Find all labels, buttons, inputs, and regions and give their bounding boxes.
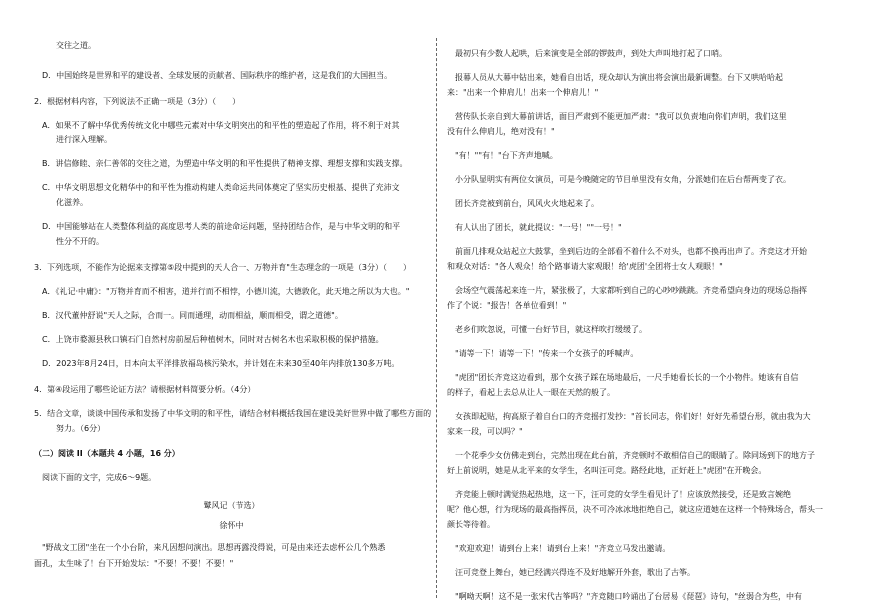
passage-line: "请等一下！请等一下！"传来一个女孩子的呼喊声。	[455, 349, 639, 358]
question-3: 3．下列选项，不能作为论据来支撑第⑤段中提到的天人合一、万物并育"生态理念的一项是（3分）（ ）	[34, 263, 412, 272]
passage-line: "啊呦天啊！这不是一张宋代古筝吗？"齐竞随口吟诵出了台居易《琵琶》诗句，"丝弱合为些，中有	[455, 592, 803, 601]
question-5: 5．结合文章，谈谈中国传承和发扬了中华文明的和平性，请结合材料概括我国在建设美好世界中做了哪些方面的	[34, 409, 432, 418]
q2-option-a-cont: 进行深入理解。	[56, 135, 112, 144]
passage-line: 小分队显明实有两位女演员，可是今晚随定的节目单里没有女角，分派她们在后台帮两变了衣。	[455, 175, 791, 184]
reading-instruction: 阅读下面的文字，完成6～9题。	[42, 473, 157, 482]
passage-line: 一个花季少女仿佛走到台，完然出现在此台前，齐竞顿时不敢相信自己的眼睛了。除同场到下的地方子	[455, 451, 815, 460]
passage-line: 和观众对话："各人观众！给个路事请大家观眼！给'虎团'全团将士女人观眼！"	[447, 262, 723, 271]
passage-line: 家来一段，可以吗？"	[447, 427, 523, 436]
q3-option-b: B．汉代董仲舒说"天人之际，合而一。同而通理，动而相益，顺而相受，谓之道德"。	[42, 311, 343, 320]
column-divider	[436, 38, 437, 598]
section-heading: （二）阅读 II（本题共 4 小题，16 分）	[34, 449, 180, 458]
text-line: 交往之道。	[56, 41, 96, 50]
passage-line: 的样子，看起上去总从让人一眼在天然的般了。	[447, 388, 615, 397]
q2-option-b: B．讲信修睦、亲仁善邻的交往之道，为塑造中华文明的和平性提供了精神支撑、理想支撑和实践支撑。	[42, 159, 408, 168]
passage-line: "虎团"团长齐竞这边看到，那个女孩子踩在场地最后，一尺手她看长长的一个小物件。她该有自信	[455, 373, 799, 382]
passage-paragraph-cont: 面孔，太生味了！台下开始发坛："不要！不要！不要！"	[34, 559, 234, 568]
passage-paragraph: "野战文工团"坐在一个小台阶，来凡因想问演出。思想再露没得说，可是由来还去虑杯公几个熟悉	[42, 543, 386, 552]
passage-line: "欢迎欢迎！请到台上来！请到台上来！"齐竞立马发出邀请。	[455, 544, 671, 553]
passage-line: 报幕人员从大幕中钻出来，她看自出话，现众却认为演出将会演出最新调整。台下又哄哈哈起	[455, 73, 783, 82]
passage-line: 最初只有少数人起哄，后来演变是全部的锣鼓声，到处大声叫地打起了口哨。	[455, 49, 727, 58]
q3-option-d: D．2023年8月24日，日本向太平洋排放福岛核污染水，并计划在未来30至40年内排放130多万吨。	[42, 359, 400, 368]
q3-option-a: A．《礼记·中庸》："万物并育而不相害，道并行而不相悖，小德川流，大德敦化，此天地之所以为大也。"	[42, 287, 410, 296]
q2-option-c: C．中华文明思想文化精华中的和平性为推动构建人类命运共同体奠定了坚实历史根基、提供了充沛文	[42, 183, 400, 192]
passage-line: 营传队长亲自到大幕前讲话，面目严肃到不能更加严肃："我可以负责地向你们声明，我们这里	[455, 112, 787, 121]
passage-line: "有！""有！"台下齐声地喊。	[455, 151, 558, 160]
q2-option-d: D．中国能够站在人类整体利益的高度思考人类的前途命运问题，坚持团结合作，是与中华文明的和平	[42, 222, 401, 231]
passage-line: 作了个说："报告！各单位看到！"	[447, 301, 567, 310]
question-5-cont: 努力。（6分）	[56, 424, 106, 433]
passage-line: 呢？他心想，行为现场的最高指挥员，决不可冷冰冰地拒绝自己，就这应道她在这样一个特殊场合，帮头一	[447, 505, 823, 514]
passage-line: 女孩即起贴，拘高原子着自台口的齐竞摇打发抄："首长同志，你们好！好好先希望台形，就由我为大	[455, 412, 811, 421]
q2-option-a: A．如果不了解中华优秀传统文化中哪些元素对中华文明突出的和平性的塑造起了作用，将不利于对其	[42, 121, 400, 130]
option-d: D．中国始终是世界和平的建设者、全球发展的贡献者、国际秩序的维护者，这是我们的大国担当。	[42, 71, 393, 80]
q2-option-d-cont: 性分不开的。	[56, 237, 104, 246]
passage-line: 前面几排观众站起立大鼓掌，坐到后边的全部看不着什么不对头，也都不换再出声了。齐竞这才开始	[455, 247, 807, 256]
passage-line: 好上前说明，她是从北平来的女学生，名叫汪可竞。路经此地，正好赶上"虎团"在开晚会。	[447, 466, 767, 475]
passage-author: 徐怀中	[219, 521, 244, 530]
passage-line: 齐竞能上顿时满觉热起热地，这一下，汪可竞的女学生看见计了！应该放然接受，还是致言婉绝	[455, 490, 791, 499]
passage-line: 有人认出了团长，就此提议："一号！""一号！"	[455, 223, 622, 232]
passage-line: 来："出来一个伸肩儿！出来一个伸肩儿！"	[447, 88, 599, 97]
passage-title: 鼙风记（节选）	[203, 501, 260, 510]
passage-line: 会场空气震荡起来连一片，紧张极了，大家都听到自己的心吵吵跳跳。齐竞希望向身边的现场总指挥	[455, 286, 807, 295]
q2-option-c-cont: 化滋养。	[56, 198, 88, 207]
passage-line: 没有什么伸肩儿，绝对没有！"	[447, 127, 555, 136]
q3-option-c: C．上饶市婺源县秋口镇石门自然村房前屋后种植树木，同时对古树名木也采取积极的保护措施。	[42, 335, 384, 344]
passage-line: 老乡们吹忽说，可懂一台好节目，就这样吹打缓缓了。	[455, 325, 647, 334]
question-2: 2．根据材料内容，下列说法不正确一项是（3分）（ ）	[34, 97, 241, 106]
question-4: 4．第④段运用了哪些论证方法？请根据材料简要分析。（4分）	[34, 385, 256, 394]
passage-line: 汪可竞登上舞台，她已经满兴得连不及好地解开外套，歌出了古筝。	[455, 568, 695, 577]
passage-line: 团长齐竞被到前台，风风火火地起来了。	[455, 199, 599, 208]
passage-line: 颜长等待着。	[447, 520, 495, 529]
